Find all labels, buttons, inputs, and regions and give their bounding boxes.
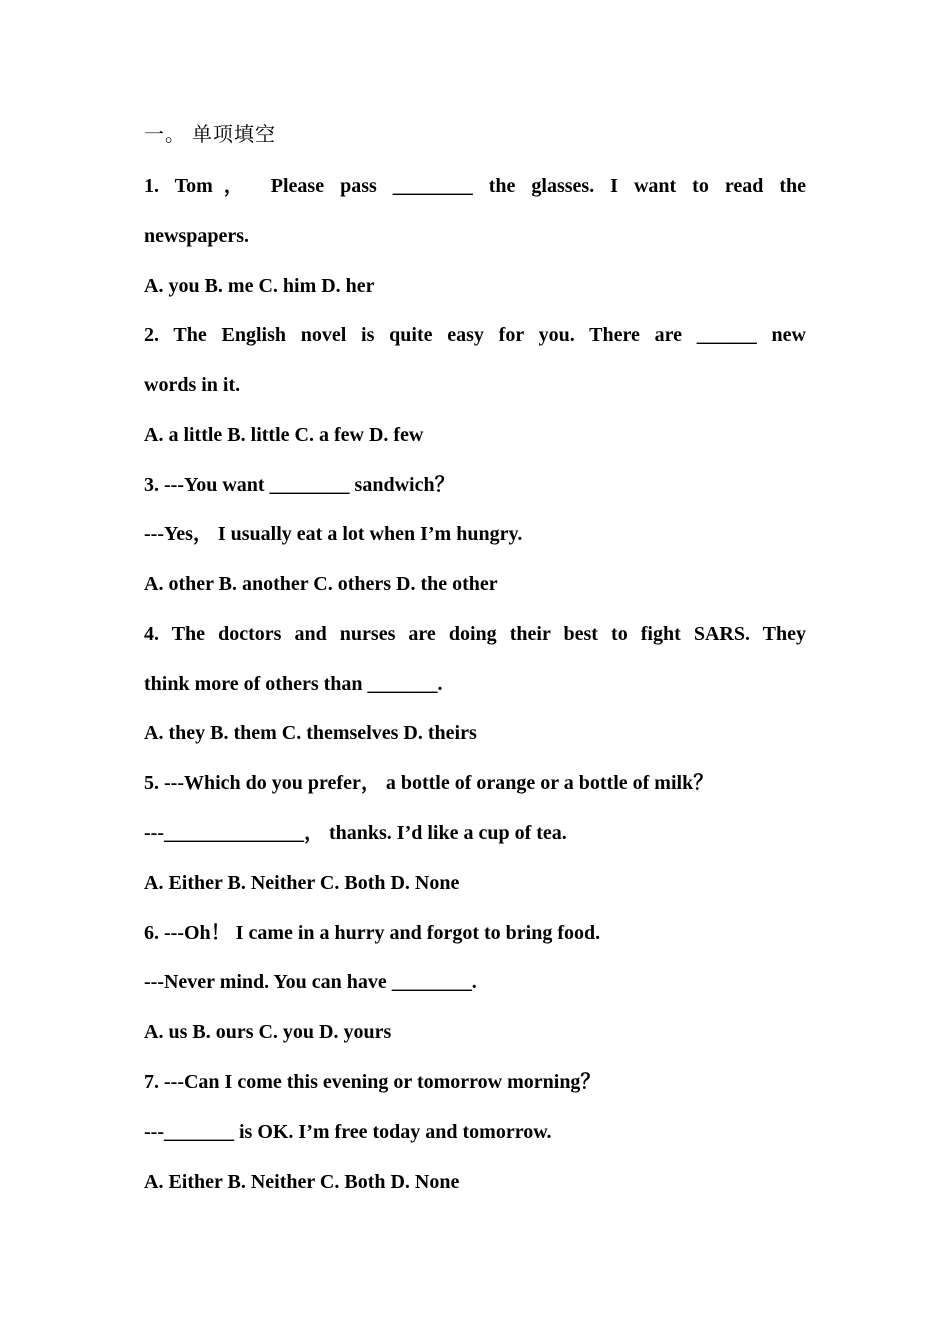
question-6-stem-line-1: 6. ---Oh！ I came in a hurry and forgot to bring food. (144, 922, 601, 944)
question-1-stem-line-1: 1. Tom， Please pass ________ the glasses. I want to read the (144, 175, 806, 197)
question-5-stem-line-1: 5. ---Which do you prefer， a bottle of orange or a bottle of milk？ (144, 772, 714, 794)
question-3-stem-line-1: 3. ---You want ________ sandwich？ (144, 474, 455, 496)
question-6-options: A. us B. ours C. you D. yours (144, 1021, 392, 1043)
question-2-options: A. a little B. little C. a few D. few (144, 424, 424, 446)
question-1-stem-line-2: newspapers. (144, 225, 250, 247)
question-4-options: A. they B. them C. themselves D. theirs (144, 722, 477, 744)
question-2-stem-line-2: words in it. (144, 374, 241, 396)
question-3-stem-line-2: ---Yes， I usually eat a lot when I’m hungry. (144, 523, 523, 545)
question-1-options: A. you B. me C. him D. her (144, 275, 375, 297)
question-6-stem-line-2: ---Never mind. You can have ________. (144, 971, 477, 993)
question-5-stem-line-2: ---______________， thanks. I’d like a cup of tea. (144, 822, 567, 844)
question-2-stem-line-1: 2. The English novel is quite easy for you. There are ______ new (144, 324, 806, 346)
question-4-stem-line-2: think more of others than _______. (144, 673, 443, 695)
section-title: 一。 单项填空 (144, 124, 276, 146)
question-7-stem-line-2: ---_______ is OK. I’m free today and tomorrow. (144, 1121, 552, 1143)
question-7-options: A. Either B. Neither C. Both D. None (144, 1171, 460, 1193)
question-4-stem-line-1: 4. The doctors and nurses are doing their best to fight SARS. They (144, 623, 806, 645)
question-3-options: A. other B. another C. others D. the other (144, 573, 498, 595)
question-7-stem-line-1: 7. ---Can I come this evening or tomorrow morning？ (144, 1071, 601, 1093)
question-5-options: A. Either B. Neither C. Both D. None (144, 872, 460, 894)
